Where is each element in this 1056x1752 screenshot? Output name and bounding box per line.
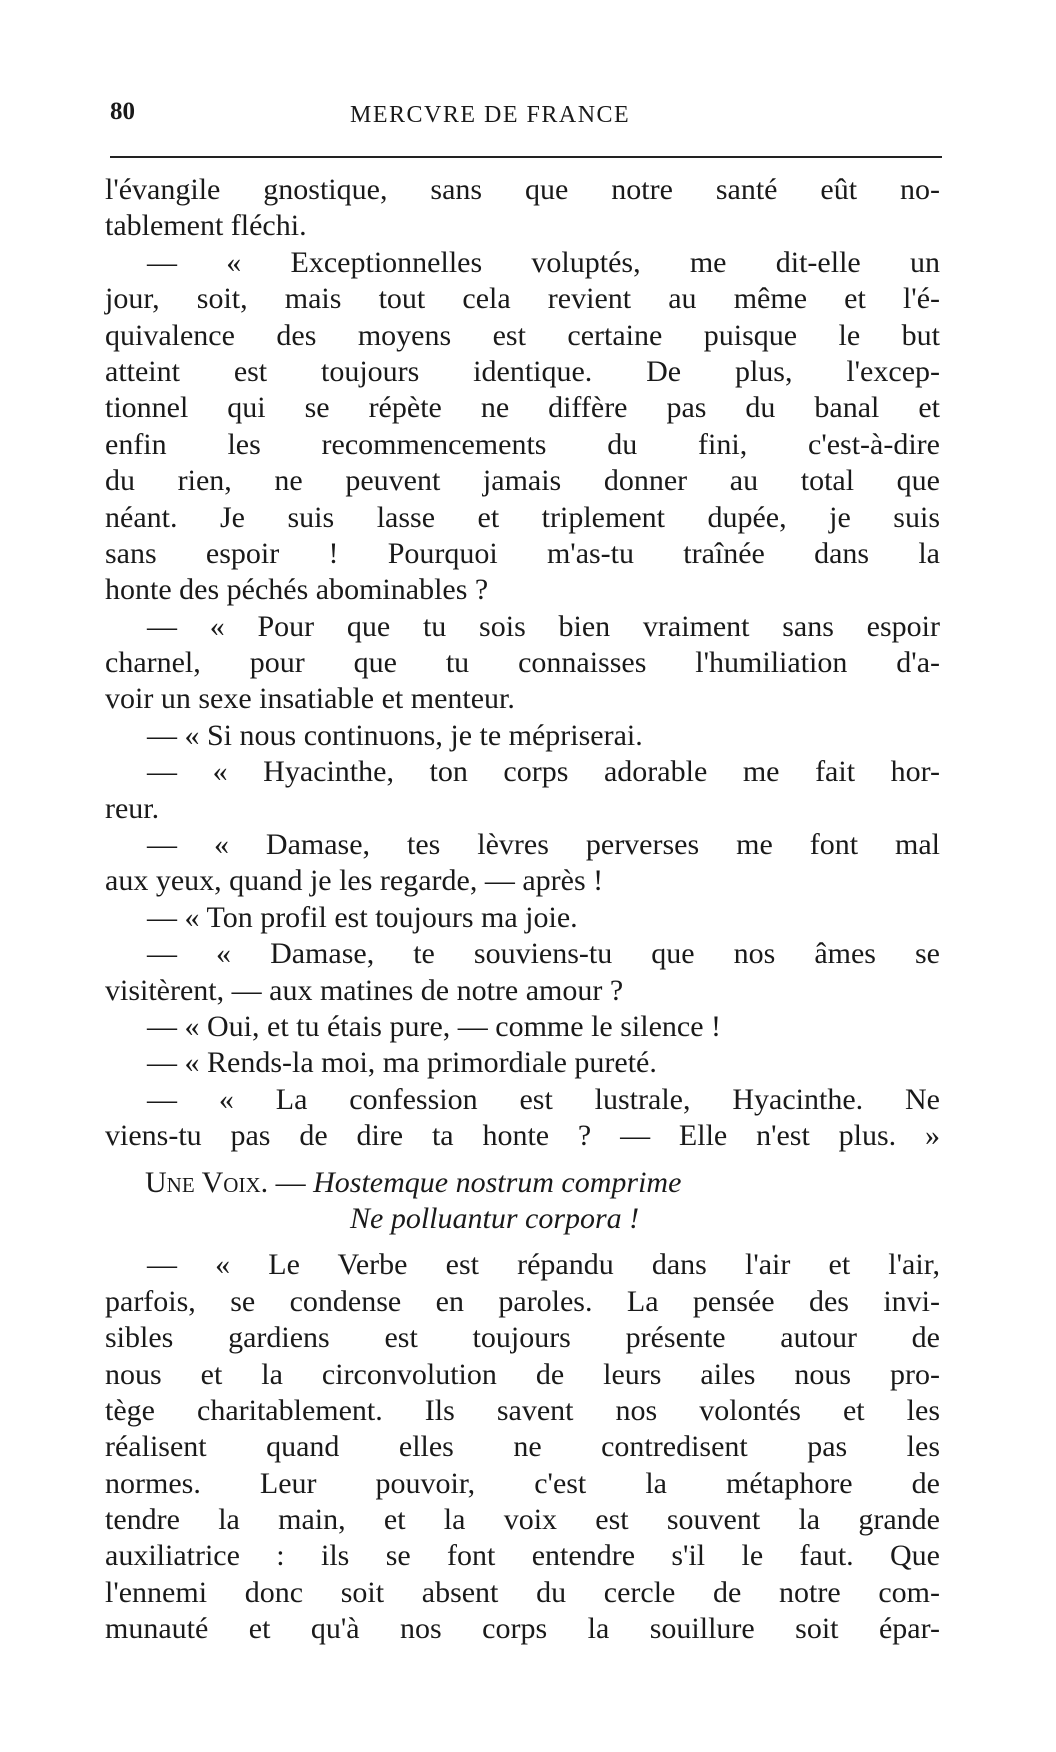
text-line: tège charitablement. Ils savent nos volontés et les (105, 1393, 940, 1427)
text-line: — « Hyacinthe, ton corps adorable me fait hor- (147, 755, 940, 789)
text-line: l'ennemi donc soit absent du cercle de notre com- (105, 1575, 940, 1609)
text-line: — « Oui, et tu étais pure, — comme le silence ! (147, 1009, 721, 1043)
text-line: — « Damase, tes lèvres perverses me font mal (147, 828, 940, 862)
text-block-dialogue (105, 172, 940, 1155)
verse-latin-1: Hostemque nostrum comprime (313, 1165, 682, 1199)
text-line: du rien, ne peuvent jamais donner au total que (105, 464, 940, 498)
header-rule (110, 156, 942, 158)
verse-line-1 (105, 1165, 940, 1201)
text-line: atteint est toujours identique. De plus, l'excep- (105, 354, 940, 388)
verse-latin-2: Ne polluantur corpora ! (350, 1201, 640, 1235)
body-text (105, 172, 940, 1648)
text-line: — « Rends-la moi, ma primordiale pureté. (147, 1046, 657, 1080)
text-line: — « Damase, te souviens-tu que nos âmes se (147, 937, 940, 971)
text-line: parfois, se condense en paroles. La pensée des invi- (105, 1284, 940, 1318)
text-line: charnel, pour que tu connaisses l'humiliation d'a- (105, 646, 940, 680)
speaker-label: Une Voix. (145, 1165, 269, 1199)
journal-title: MERCVRE DE FRANCE (350, 102, 631, 128)
text-line: visitèrent, — aux matines de notre amour ? (105, 973, 624, 1007)
text-line: sans espoir ! Pourquoi m'as-tu traînée dans la (105, 536, 940, 570)
page-number: 80 (110, 98, 135, 125)
text-line: jour, soit, mais tout cela revient au même et l'é- (105, 282, 940, 316)
text-line: nous et la circonvolution de leurs ailes nous pro- (105, 1357, 940, 1391)
text-line: sibles gardiens est toujours présente autour de (105, 1321, 940, 1355)
text-line: viens-tu pas de dire ta honte ? — Elle n'est plus. » (105, 1119, 940, 1153)
text-line: voir un sexe insatiable et menteur. (105, 682, 515, 716)
text-line: normes. Leur pouvoir, c'est la métaphore de (105, 1466, 940, 1500)
text-line: — « Le Verbe est répandu dans l'air et l'air, (147, 1248, 940, 1282)
text-line: auxiliatrice : ils se font entendre s'il le faut. Que (105, 1539, 940, 1573)
text-block-voice (105, 1247, 940, 1647)
text-line: néant. Je suis lasse et triplement dupée, je suis (105, 500, 940, 534)
text-line: — « Exceptionnelles voluptés, me dit-elle un (147, 245, 940, 279)
text-line: tablement fléchi. (105, 209, 307, 243)
text-line: enfin les recommencements du fini, c'est-à-dire (105, 427, 940, 461)
text-line: honte des péchés abominables ? (105, 573, 489, 607)
verse-dash: — (268, 1165, 314, 1199)
verse-line-2 (105, 1201, 940, 1237)
text-line: tendre la main, et la voix est souvent la grande (105, 1503, 940, 1537)
text-line: reur. (105, 791, 160, 825)
text-line: réalisent quand elles ne contredisent pas les (105, 1430, 940, 1464)
text-line: tionnel qui se répète ne diffère pas du banal et (105, 391, 940, 425)
verse-block (105, 1165, 940, 1238)
text-line: — « Ton profil est toujours ma joie. (147, 900, 578, 934)
text-line: l'évangile gnostique, sans que notre santé eût no- (105, 173, 940, 206)
text-line: munauté et qu'à nos corps la souillure soit épar- (105, 1612, 940, 1646)
text-line: aux yeux, quand je les regarde, — après ! (105, 864, 604, 898)
text-line: — « Pour que tu sois bien vraiment sans espoir (147, 609, 940, 643)
text-line: — « La confession est lustrale, Hyacinthe. Ne (147, 1082, 940, 1116)
text-line: — « Si nous continuons, je te mépriserai. (147, 718, 643, 752)
text-line: quivalence des moyens est certaine puisque le but (105, 318, 940, 352)
running-head (110, 98, 940, 138)
